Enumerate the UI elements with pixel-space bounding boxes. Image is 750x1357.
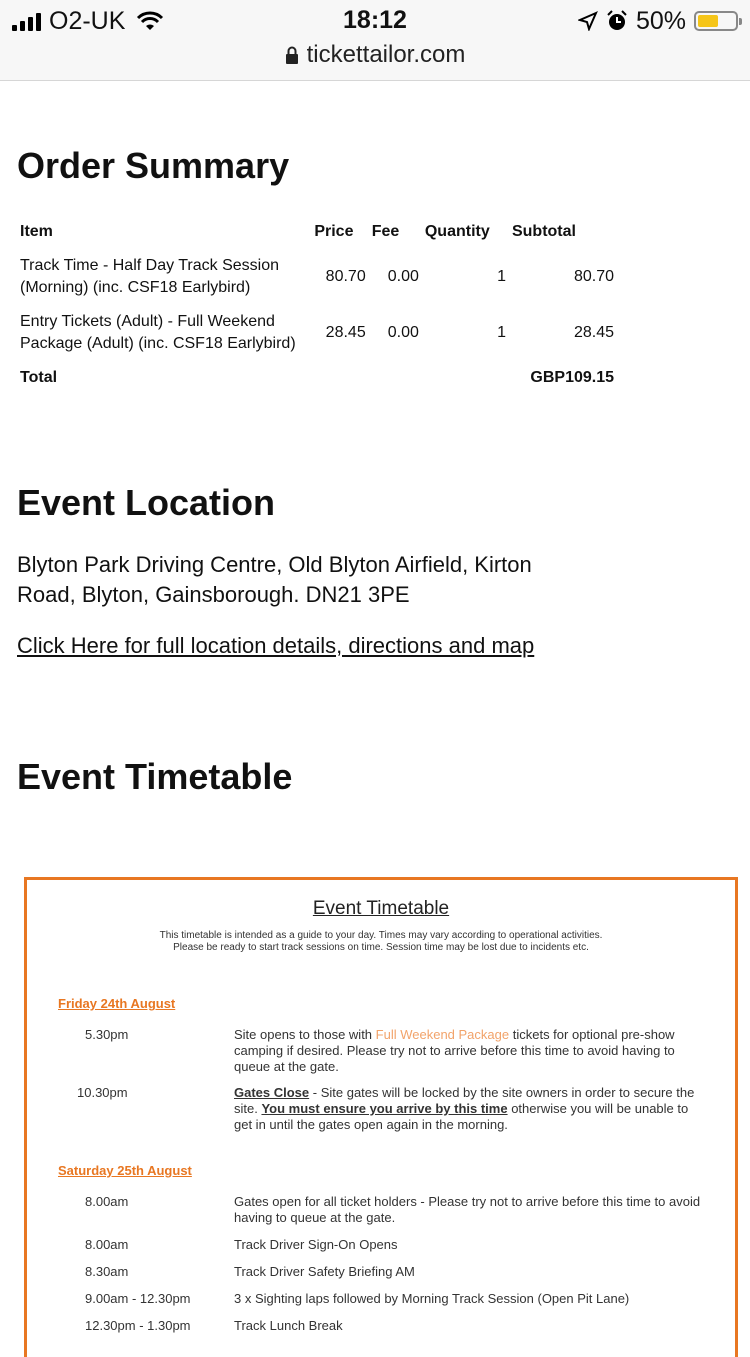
- timetable-note: [27, 930, 735, 954]
- event-time: 10.30pm: [77, 1085, 128, 1100]
- timetable-image: [24, 877, 738, 1357]
- event-description: 3 x Sighting laps followed by Morning Track Session (Open Pit Lane): [234, 1291, 630, 1306]
- event-description: Gates open for all ticket holders - Please try not to arrive before this time to avoid having to queue at the gate.: [234, 1194, 701, 1225]
- col-item: Item: [20, 223, 53, 240]
- event-description: Site opens to those with Full Weekend Package tickets for optional pre-show camping if desired. Please try not to arrive before this time to avoid having to queue at the gate.: [234, 1027, 675, 1074]
- event-time: 8.00am: [85, 1237, 129, 1252]
- url-text: tickettailor.com: [306, 41, 466, 68]
- lock-icon: [285, 46, 299, 64]
- status-right: [578, 6, 738, 36]
- table-row: [17, 249, 617, 305]
- item-name-cont: (Morning) (inc. CSF18 Earlybird): [20, 279, 251, 296]
- total-row: [17, 361, 617, 395]
- fee-cell: 0.00: [387, 324, 419, 341]
- alarm-icon: [606, 10, 628, 32]
- event-time: 9.00am - 12.30pm: [85, 1291, 191, 1306]
- day-heading-friday: Friday 24th August: [58, 996, 176, 1011]
- item-name: Track Time - Half Day Track Session: [20, 257, 280, 274]
- price-cell: 28.45: [325, 324, 366, 341]
- location-details-link[interactable]: Click Here for full location details, directions and map: [17, 633, 535, 658]
- col-fee: Fee: [371, 223, 400, 240]
- event-address: [17, 550, 617, 610]
- event-description: Gates Close - Site gates will be locked by the site owners in order to secure the site. You must ensure you arrive by this time otherwise you will be unable to get in until the gates open again in the morning.: [234, 1085, 695, 1132]
- clock: 18:12: [343, 6, 407, 34]
- event-description: Track Driver Safety Briefing AM: [234, 1264, 415, 1279]
- battery-icon: [694, 11, 738, 31]
- item-name-cont: Package (Adult) (inc. CSF18 Earlybird): [20, 335, 296, 352]
- price-cell: 80.70: [325, 268, 366, 285]
- table-row: [17, 305, 617, 361]
- order-table: [17, 215, 617, 395]
- event-location-heading: Event Location: [17, 482, 276, 523]
- full-weekend-package-text: Full Weekend Package: [375, 1027, 510, 1042]
- timetable-title: Event Timetable: [312, 898, 450, 919]
- col-subtotal: Subtotal: [511, 223, 576, 240]
- event-time: 12.30pm - 1.30pm: [85, 1318, 191, 1333]
- table-header-row: [17, 215, 617, 249]
- event-time: 8.00am: [85, 1194, 129, 1209]
- quantity-cell: 1: [497, 324, 506, 341]
- location-arrow-icon: [578, 11, 598, 31]
- event-description: Track Driver Sign-On Opens: [234, 1237, 398, 1252]
- total-label: Total: [20, 369, 58, 386]
- event-time: 8.30am: [85, 1264, 129, 1279]
- status-bar: [0, 0, 750, 81]
- quantity-cell: 1: [497, 268, 506, 285]
- total-value: GBP109.15: [530, 369, 614, 386]
- event-time: 5.30pm: [85, 1027, 129, 1042]
- address-line: Road, Blyton, Gainsborough. DN21 3PE: [17, 582, 410, 607]
- item-name: Entry Tickets (Adult) - Full Weekend: [20, 313, 275, 330]
- col-price: Price: [314, 223, 354, 240]
- carrier-name: O2-UK: [49, 6, 126, 35]
- note-line: Please be ready to start track sessions on time. Session time may be lost due to incidents etc.: [173, 942, 589, 953]
- item-cell: [17, 249, 311, 305]
- day-heading-saturday: Saturday 25th August: [58, 1163, 192, 1178]
- subtotal-cell: 28.45: [573, 324, 614, 341]
- order-summary-heading: Order Summary: [17, 145, 290, 186]
- event-timetable-heading: Event Timetable: [17, 756, 293, 797]
- note-line: This timetable is intended as a guide to your day. Times may vary according to operational activities.: [159, 930, 603, 941]
- battery-percent: 50%: [635, 6, 686, 35]
- item-cell: [17, 305, 311, 361]
- col-quantity: Quantity: [424, 223, 490, 240]
- event-description: Track Lunch Break: [234, 1318, 343, 1333]
- address-line: Blyton Park Driving Centre, Old Blyton Airfield, Kirton: [17, 552, 532, 577]
- fee-cell: 0.00: [387, 268, 419, 285]
- url-bar[interactable]: [0, 38, 750, 72]
- subtotal-cell: 80.70: [573, 268, 614, 285]
